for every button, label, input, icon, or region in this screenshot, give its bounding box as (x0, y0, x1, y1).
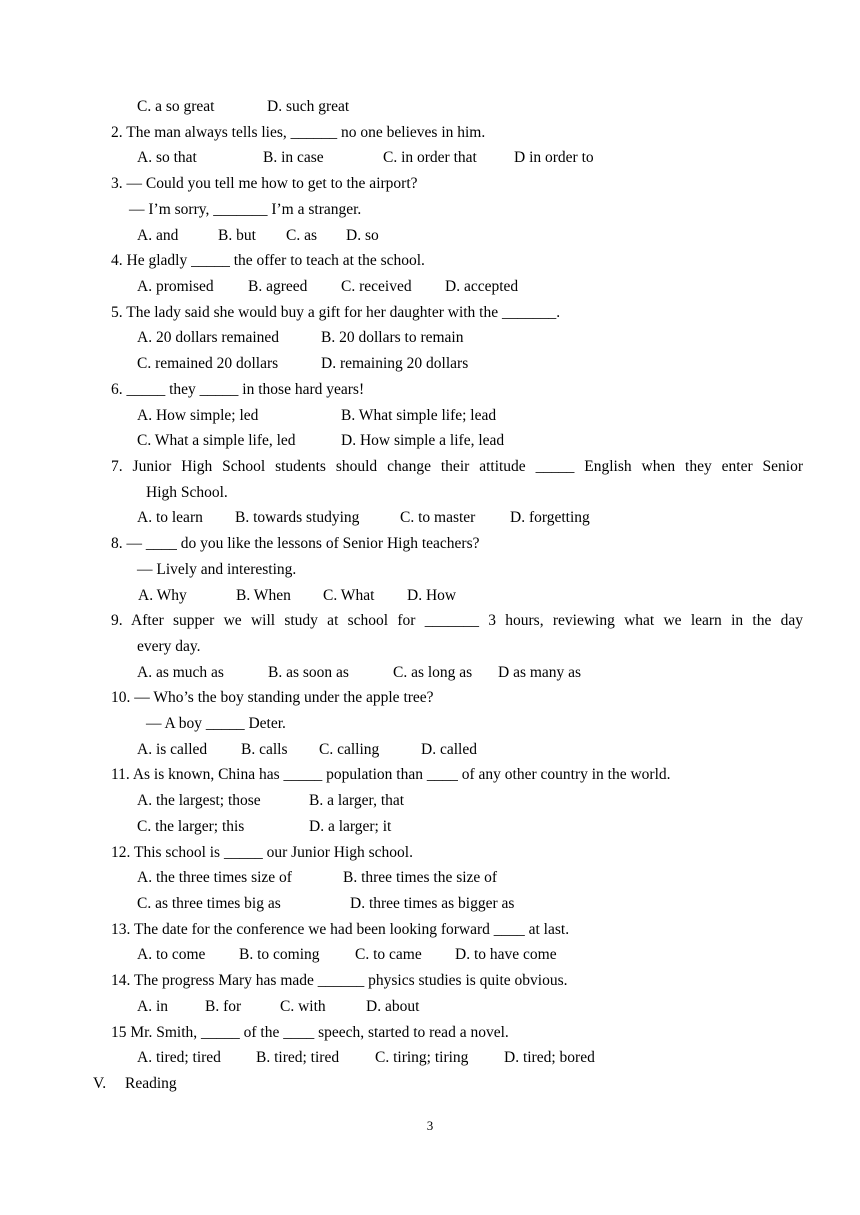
q12-option-a: A. the three times size of (137, 869, 292, 886)
q9-option-b: B. as soon as (268, 664, 349, 681)
q15-option-d: D. tired; bored (504, 1049, 595, 1066)
q14-stem: 14. The progress Mary has made ______ physics studies is quite obvious. (111, 972, 568, 989)
q1-option-d: D. such great (267, 98, 350, 115)
q14-option-d: D. about (366, 998, 420, 1015)
q2-option-a: A. so that (137, 149, 197, 166)
q10-option-a: A. is called (137, 741, 208, 758)
q3-option-d: D. so (346, 227, 379, 244)
q8-option-a: A. Why (138, 587, 187, 604)
q12-option-c: C. as three times big as (137, 895, 281, 912)
q5-option-d: D. remaining 20 dollars (321, 355, 469, 372)
q4-stem: 4. He gladly _____ the offer to teach at the school. (111, 252, 425, 269)
q4-option-b: B. agreed (248, 278, 308, 295)
q9-option-c: C. as long as (393, 664, 473, 681)
q13-stem: 13. The date for the conference we had been looking forward ____ at last. (111, 921, 570, 938)
q2-stem: 2. The man always tells lies, ______ no one believes in him. (111, 124, 486, 141)
q7-option-d: D. forgetting (510, 509, 590, 526)
q10-stem: 10. — Who’s the boy standing under the apple tree? (111, 689, 434, 706)
q14-option-b: B. for (205, 998, 242, 1015)
q7-option-a: A. to learn (137, 509, 203, 526)
q5-stem: 5. The lady said she would buy a gift for her daughter with the _______. (111, 304, 561, 321)
q10-option-d: D. called (421, 741, 477, 758)
q9-option-a: A. as much as (137, 664, 224, 681)
q10-option-b: B. calls (241, 741, 288, 758)
q13-option-c: C. to came (355, 946, 422, 963)
q8-option-c: C. What (323, 587, 375, 604)
q12-option-d: D. three times as bigger as (350, 895, 515, 912)
q15-option-b: B. tired; tired (256, 1049, 340, 1066)
q6-option-c: C. What a simple life, led (137, 432, 296, 449)
q9-option-d: D as many as (498, 664, 582, 681)
q4-option-d: D. accepted (445, 278, 519, 295)
q5-option-b: B. 20 dollars to remain (321, 329, 464, 346)
q13-option-b: B. to coming (239, 946, 320, 963)
q8-stem: 8. — ____ do you like the lessons of Senior High teachers? (111, 535, 480, 552)
q4-option-a: A. promised (137, 278, 214, 295)
q7-stem: 7. Junior High School students should change their attitude _____ English when they enter Senior (111, 458, 803, 475)
q11-option-d: D. a larger; it (309, 818, 392, 835)
q3-option-b: B. but (218, 227, 256, 244)
q12-option-b: B. three times the size of (343, 869, 498, 886)
q10-stem-line2: — A boy _____ Deter. (146, 715, 286, 732)
q6-option-b: B. What simple life; lead (341, 407, 497, 424)
q6-option-d: D. How simple a life, lead (341, 432, 505, 449)
q5-option-a: A. 20 dollars remained (137, 329, 280, 346)
q1-option-c: C. a so great (137, 98, 215, 115)
q11-option-b: B. a larger, that (309, 792, 405, 809)
q2-option-d: D in order to (514, 149, 594, 166)
q10-option-c: C. calling (319, 741, 380, 758)
q7-option-c: C. to master (400, 509, 476, 526)
q8-option-b: B. When (236, 587, 291, 604)
q8-option-d: D. How (407, 587, 457, 604)
q11-option-c: C. the larger; this (137, 818, 245, 835)
q15-option-a: A. tired; tired (137, 1049, 221, 1066)
section-title: Reading (125, 1075, 177, 1092)
q6-stem: 6. _____ they _____ in those hard years! (111, 381, 365, 398)
q4-option-c: C. received (341, 278, 412, 295)
q7-stem-line2: High School. (146, 484, 228, 501)
q9-stem: 9. After supper we will study at school for _______ 3 hours, reviewing what we learn in the day (111, 612, 803, 629)
q3-option-a: A. and (137, 227, 179, 244)
q6-option-a: A. How simple; led (137, 407, 259, 424)
q8-stem-line2: — Lively and interesting. (137, 561, 297, 578)
q11-option-a: A. the largest; those (137, 792, 261, 809)
q5-option-c: C. remained 20 dollars (137, 355, 279, 372)
q13-option-a: A. to come (137, 946, 206, 963)
q3-option-c: C. as (286, 227, 317, 244)
q2-option-b: B. in case (263, 149, 324, 166)
q14-option-a: A. in (137, 998, 168, 1015)
q7-option-b: B. towards studying (235, 509, 360, 526)
q3-stem: 3. — Could you tell me how to get to the airport? (111, 175, 418, 192)
q2-option-c: C. in order that (383, 149, 477, 166)
q15-option-c: C. tiring; tiring (375, 1049, 469, 1066)
q3-stem-line2: — I’m sorry, _______ I’m a stranger. (129, 201, 362, 218)
q9-stem-line2: every day. (137, 638, 201, 655)
section-number: V. (93, 1075, 107, 1092)
q15-stem: 15 Mr. Smith, _____ of the ____ speech, started to read a novel. (111, 1024, 509, 1041)
page-number: 3 (426, 1118, 434, 1133)
q11-stem: 11. As is known, China has _____ population than ____ of any other country in the world. (111, 766, 671, 783)
q14-option-c: C. with (280, 998, 326, 1015)
q12-stem: 12. This school is _____ our Junior High school. (111, 844, 413, 861)
q13-option-d: D. to have come (455, 946, 557, 963)
